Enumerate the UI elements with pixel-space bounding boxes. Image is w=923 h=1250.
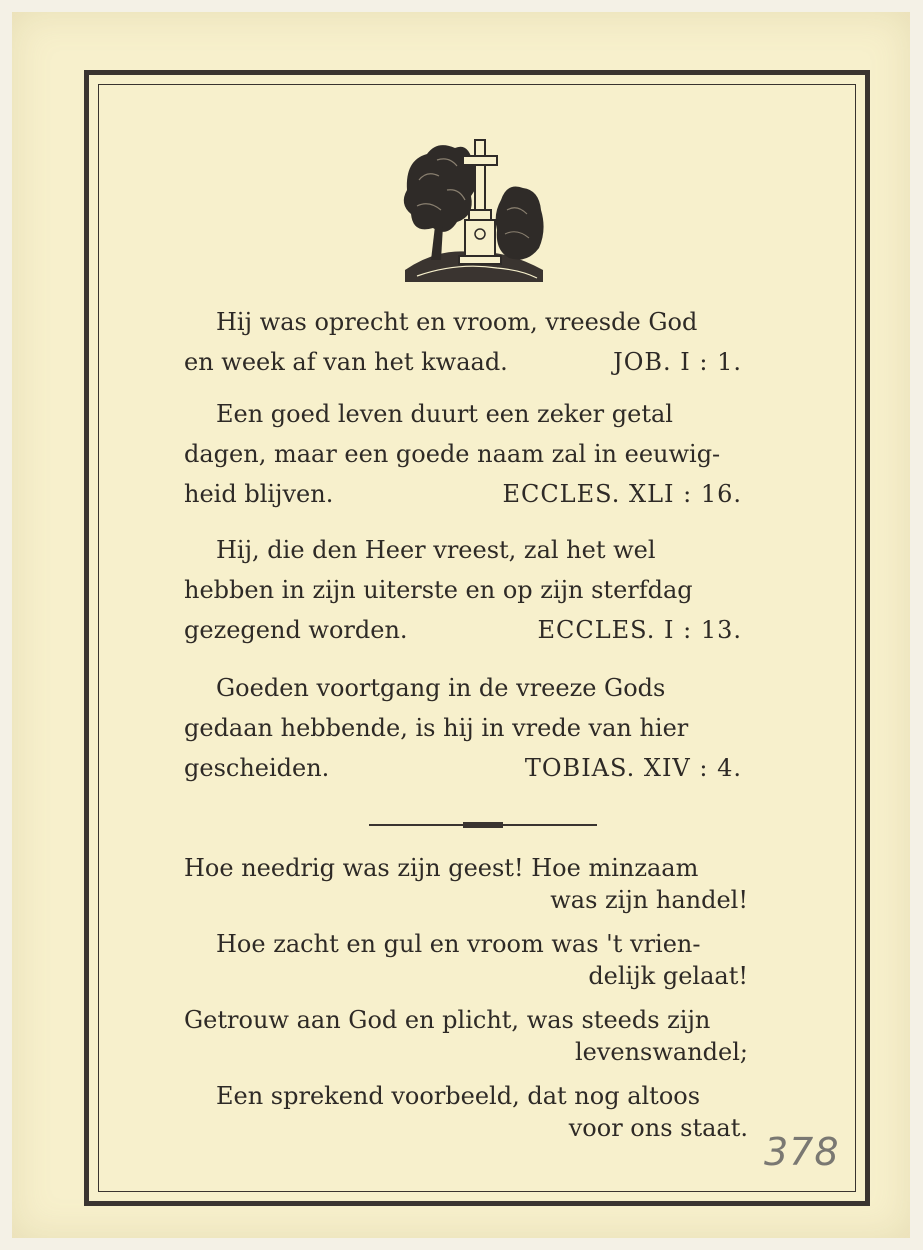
poem-line-continued: voor ons staat. bbox=[568, 1114, 748, 1142]
verse-line: Goeden voortgang in de vreeze Gods bbox=[216, 674, 666, 702]
verse-line: heid blijven. bbox=[184, 480, 334, 508]
verse-reference: ECCLES. XLI : 16. bbox=[502, 480, 742, 508]
handwritten-number: 378 bbox=[764, 1130, 840, 1174]
poem-line: Hoe zacht en gul en vroom was 't vrien- bbox=[216, 930, 701, 958]
poem-line-continued: was zijn handel! bbox=[550, 886, 748, 914]
poem-line: Hoe needrig was zijn geest! Hoe minzaam bbox=[184, 854, 699, 882]
poem-line-continued: delijk gelaat! bbox=[588, 962, 748, 990]
verse-1 bbox=[184, 308, 772, 388]
verse-line: Een goed leven duurt een zeker getal bbox=[216, 400, 673, 428]
verse-reference: TOBIAS. XIV : 4. bbox=[524, 754, 742, 782]
verse-line: en week af van het kwaad. bbox=[184, 348, 508, 376]
verse-2 bbox=[184, 400, 772, 520]
poem-line: Getrouw aan God en plicht, was steeds zijn bbox=[184, 1006, 711, 1034]
verse-line: gedaan hebbende, is hij in vrede van hier bbox=[184, 714, 689, 742]
verse-4 bbox=[184, 674, 772, 794]
verse-line: hebben in zijn uiterste en op zijn sterfdag bbox=[184, 576, 693, 604]
verse-reference: ECCLES. I : 13. bbox=[537, 616, 742, 644]
verse-reference: JOB. I : 1. bbox=[613, 348, 742, 376]
verse-line: dagen, maar een goede naam zal in eeuwig- bbox=[184, 440, 721, 468]
verse-3 bbox=[184, 536, 772, 656]
poem-line-continued: levenswandel; bbox=[574, 1038, 748, 1066]
cross-grave-vignette-icon bbox=[397, 130, 547, 284]
verse-line: gezegend worden. bbox=[184, 616, 408, 644]
memorial-card bbox=[12, 12, 910, 1238]
verse-line: Hij, die den Heer vreest, zal het wel bbox=[216, 536, 656, 564]
verse-line: gescheiden. bbox=[184, 754, 330, 782]
ornamental-divider bbox=[369, 824, 597, 826]
verse-line: Hij was oprecht en vroom, vreesde God bbox=[216, 308, 698, 336]
poem-line: Een sprekend voorbeeld, dat nog altoos bbox=[216, 1082, 701, 1110]
poem-stanza bbox=[184, 852, 784, 1144]
